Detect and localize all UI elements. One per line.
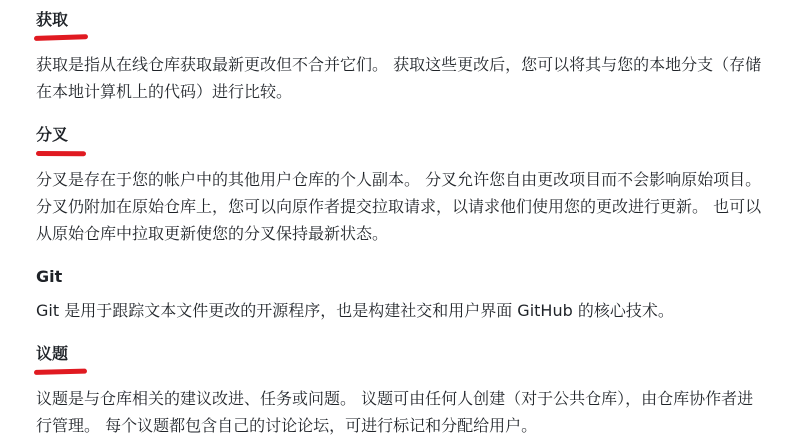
glossary-entry-issues [36, 344, 765, 439]
term-heading-fetch: 获取 [36, 10, 69, 29]
red-annotation-underline [34, 34, 88, 41]
definition-issues: 议题是与仓库相关的建议改进、任务或问题。 议题可由任何人创建（对于公共仓库），由仓库协作者进行管理。 每个议题都包含自己的讨论论坛，可进行标记和分配给用户。 [36, 389, 754, 435]
definition-fetch: 获取是指从在线仓库获取最新更改但不合并它们。 获取这些更改后，您可以将其与您的本地分支（存储在本地计算机上的代码）进行比较。 [36, 55, 762, 101]
definition-git: Git 是用于跟踪文本文件更改的开源程序，也是构建社交和用户界面 GitHub 的核心技术。 [36, 301, 674, 320]
term-heading-issues: 议题 [36, 344, 69, 363]
definition-fork: 分叉是存在于您的帐户中的其他用户仓库的个人副本。 分叉允许您自由更改项目而不会影响原始项目。 分叉仍附加在原始仓库上，您可以向原作者提交拉取请求，以请求他们使用您的更改进行更新。 也可以从原始仓库中拉取更新使您的分叉保持最新状态。 [36, 170, 762, 243]
term-heading-git: Git [36, 267, 63, 286]
glossary-entry-git [36, 267, 765, 324]
glossary-entry-fetch [36, 10, 765, 105]
glossary-entry-fork [36, 125, 765, 247]
red-annotation-underline [34, 369, 87, 375]
red-annotation-underline [36, 151, 86, 156]
term-heading-fork: 分叉 [36, 125, 69, 144]
